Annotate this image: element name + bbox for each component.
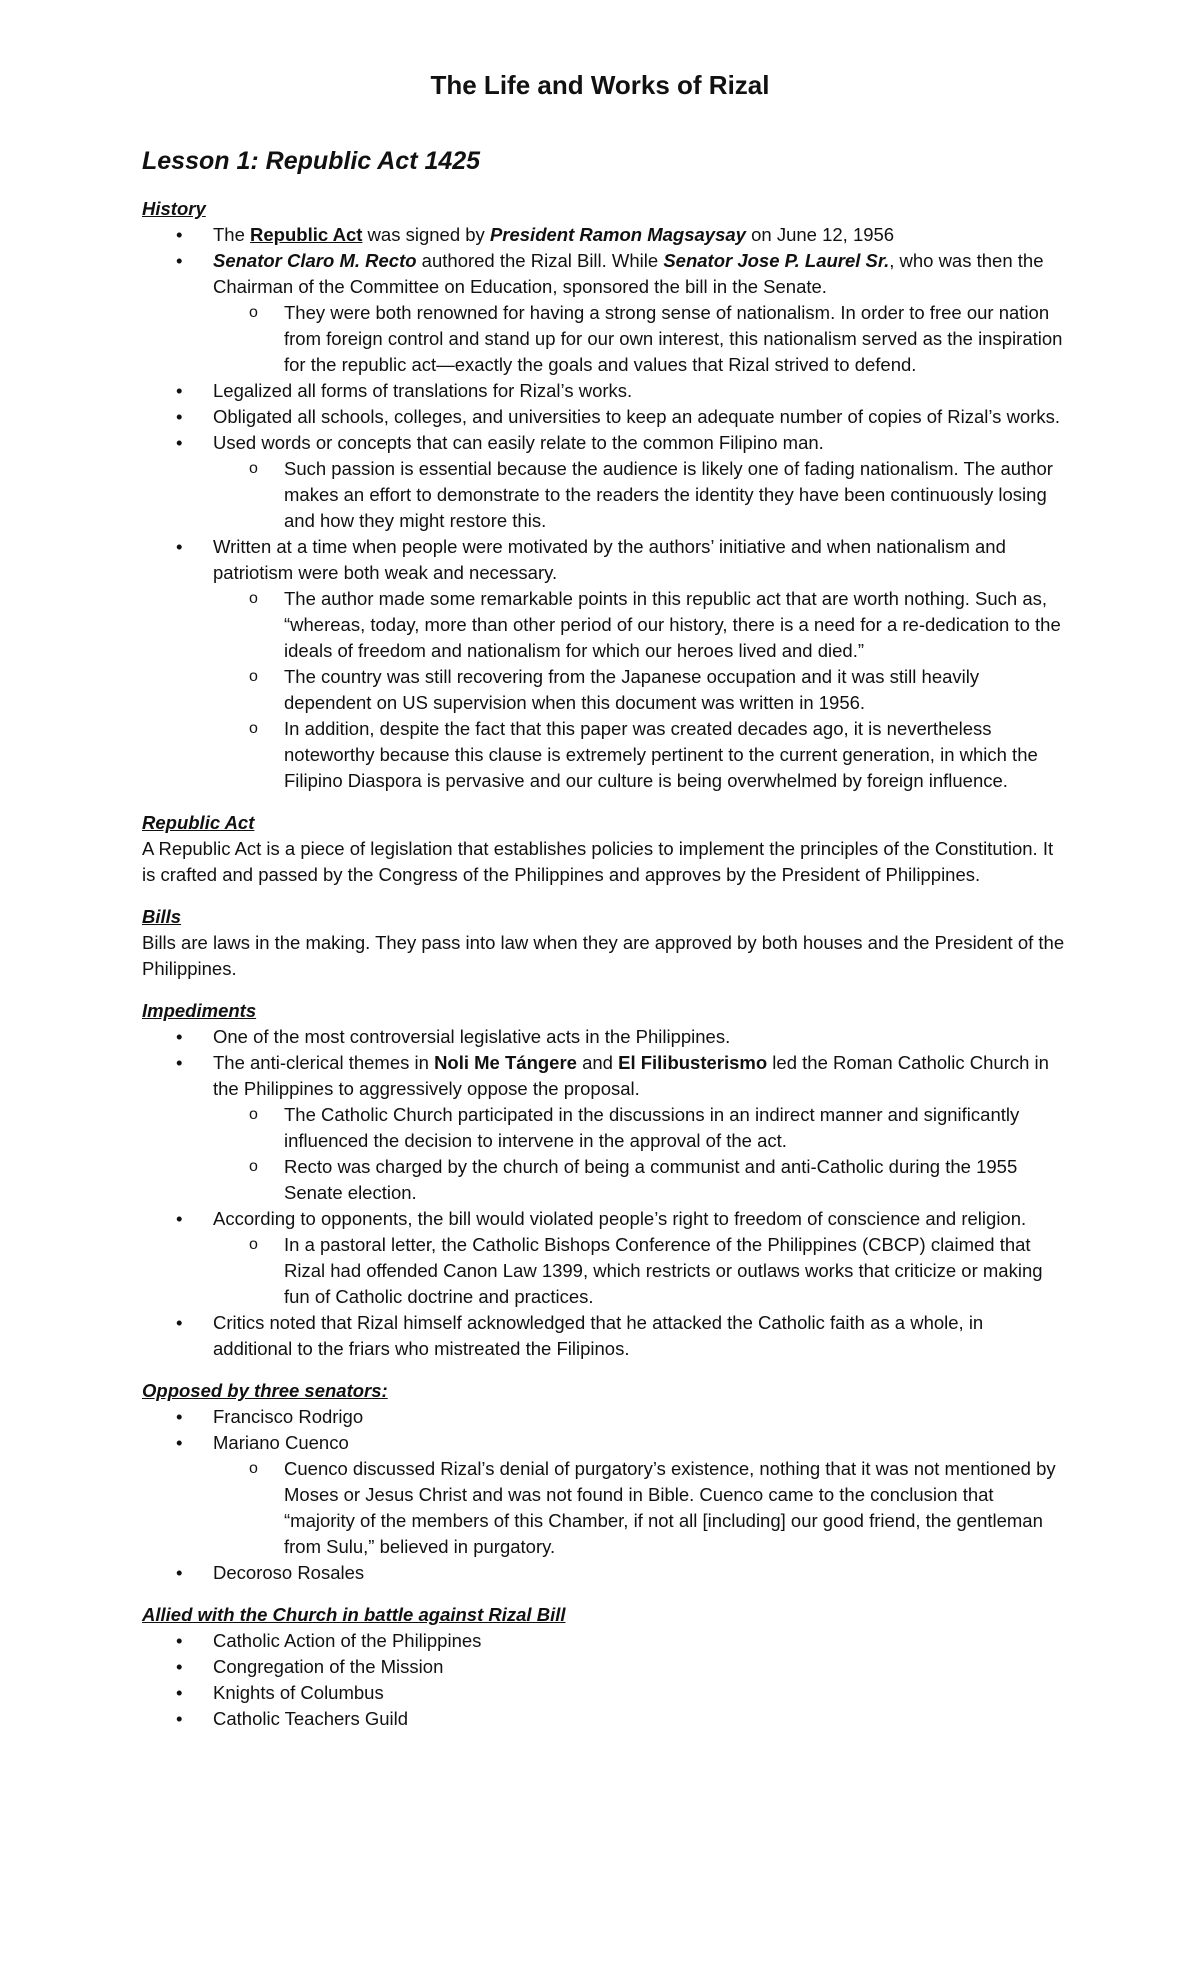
impediments-list — [142, 1024, 1067, 1362]
list-item: • Knights of Columbus — [142, 1680, 1067, 1706]
opposed-list — [142, 1404, 1067, 1586]
text-run: Used words or concepts that can easily relate to the common Filipino man. — [213, 432, 824, 453]
text-run: authored the Rizal Bill. While — [416, 250, 664, 271]
history-section — [142, 196, 1067, 794]
text-run: Senator Jose P. Laurel Sr. — [663, 250, 890, 271]
lesson-heading: Lesson 1: Republic Act 1425 — [142, 147, 481, 175]
list-item: • Obligated all schools, colleges, and universities to keep an adequate number of copies of Rizal’s works. — [142, 404, 1067, 430]
list-item: • Legalized all forms of translations for Rizal’s works. — [142, 378, 1067, 404]
list-item: • Critics noted that Rizal himself acknowledged that he attacked the Catholic faith as a whole, in additional to the friars who mistreated the Filipinos. — [142, 1310, 1067, 1362]
list-item — [142, 430, 1067, 534]
sub-list-item: o Cuenco discussed Rizal’s denial of purgatory’s existence, nothing that it was not mentioned by Moses or Jesus Christ and was not found in Bible. Cuenco came to the conclusion that “majority of the members of this Chamber, if not all [including] our good friend, the gentleman from Sulu,” believed in purgatory. — [213, 1456, 1067, 1560]
sub-list — [213, 586, 1067, 794]
text-run: on June 12, 1956 — [745, 224, 895, 245]
list-item: • Francisco Rodrigo — [142, 1404, 1067, 1430]
history-list — [142, 222, 1067, 794]
sub-list-item: o The Catholic Church participated in the discussions in an indirect manner and significantly influenced the decision to intervene in the approval of the act. — [213, 1102, 1067, 1154]
list-item — [142, 1206, 1067, 1310]
impediments-section — [142, 998, 1067, 1362]
list-item: • Congregation of the Mission — [142, 1654, 1067, 1680]
opposed-heading: Opposed by three senators: — [142, 1380, 388, 1401]
sub-list-item: o The country was still recovering from the Japanese occupation and it was still heavily dependent on US supervision when this document was written in 1956. — [213, 664, 1067, 716]
list-item: • One of the most controversial legislative acts in the Philippines. — [142, 1024, 1067, 1050]
text-run: Senator Claro M. Recto — [213, 250, 417, 271]
text-run: Written at a time when people were motivated by the authors’ initiative and when nationalism and patriotism were both weak and necessary. — [213, 536, 1006, 583]
republic-act-text: A Republic Act is a piece of legislation that establishes policies to implement the principles of the Constitution. It is crafted and passed by the Congress of the Philippines and approves by the President of Philippines. — [142, 838, 1054, 885]
sub-list — [213, 300, 1067, 378]
text-run: The anti-clerical themes in — [213, 1052, 435, 1073]
allied-heading: Allied with the Church in battle against Rizal Bill — [142, 1604, 566, 1625]
text-run: and — [576, 1052, 619, 1073]
text-run: , who was then the Chairman of the Committee on Education, sponsored the bill in the Senate. — [213, 250, 1044, 297]
sub-list — [213, 1456, 1067, 1560]
list-item: • Catholic Action of the Philippines — [142, 1628, 1067, 1654]
bills-heading: Bills — [142, 906, 182, 927]
list-item: • Decoroso Rosales — [142, 1560, 1067, 1586]
sub-list — [213, 1102, 1067, 1206]
republic-act-section — [142, 810, 1067, 888]
text-run: According to opponents, the bill would violated people’s right to freedom of conscience and religion. — [213, 1208, 1027, 1229]
impediments-heading: Impediments — [142, 1000, 257, 1021]
bills-text: Bills are laws in the making. They pass into law when they are approved by both houses and the President of the Philippines. — [142, 932, 1065, 979]
list-item — [142, 222, 1067, 248]
sub-list-item: o In addition, despite the fact that this paper was created decades ago, it is nevertheless noteworthy because this clause is extremely pertinent to the current generation, in which the Filipino Diaspora is pervasive and our culture is being overwhelmed by foreign influence. — [213, 716, 1067, 794]
sub-list — [213, 456, 1067, 534]
sub-list-item: o The author made some remarkable points in this republic act that are worth nothing. Such as, “whereas, today, more than other period of our history, there is a need for a re-dedication to the ideals of freedom and nationalism for which our heroes lived and died.” — [213, 586, 1067, 664]
text-run: Republic Act — [250, 224, 363, 245]
text-run: was signed by — [362, 224, 490, 245]
list-item — [142, 534, 1067, 794]
text-run: President Ramon Magsaysay — [489, 224, 746, 245]
opposed-section — [142, 1378, 1067, 1586]
list-item — [142, 1430, 1067, 1560]
list-item — [142, 248, 1067, 378]
list-item — [142, 1050, 1067, 1206]
sub-list-item: o Recto was charged by the church of being a communist and anti-Catholic during the 1955 Senate election. — [213, 1154, 1067, 1206]
list-item: • Catholic Teachers Guild — [142, 1706, 1067, 1732]
document-title: The Life and Works of Rizal — [430, 70, 770, 100]
document-body — [142, 146, 1067, 1748]
republic-act-heading: Republic Act — [142, 812, 255, 833]
sub-list-item: o In a pastoral letter, the Catholic Bishops Conference of the Philippines (CBCP) claimed that Rizal had offended Canon Law 1399, which restricts or outlaws works that criticize or making fun of Catholic doctrine and practices. — [213, 1232, 1067, 1310]
text-run: led the Roman Catholic Church in the Philippines to aggressively oppose the proposal. — [213, 1052, 1049, 1099]
bills-section — [142, 904, 1067, 982]
sub-list-item: o They were both renowned for having a strong sense of nationalism. In order to free our nation from foreign control and stand up for our own interest, this nationalism served as the inspiration for the republic act—exactly the goals and values that Rizal strived to defend. — [213, 300, 1067, 378]
history-heading: History — [142, 198, 206, 219]
sub-list — [213, 1232, 1067, 1310]
allied-section — [142, 1602, 1067, 1732]
text-run: Mariano Cuenco — [213, 1432, 349, 1453]
allied-list — [142, 1628, 1067, 1732]
sub-list-item: o Such passion is essential because the audience is likely one of fading nationalism. The author makes an effort to demonstrate to the readers the identity they have been continuously losing and how they might restore this. — [213, 456, 1067, 534]
text-run: El Filibusterismo — [618, 1052, 768, 1073]
text-run: The — [213, 224, 251, 245]
text-run: Noli Me Tángere — [434, 1052, 577, 1073]
